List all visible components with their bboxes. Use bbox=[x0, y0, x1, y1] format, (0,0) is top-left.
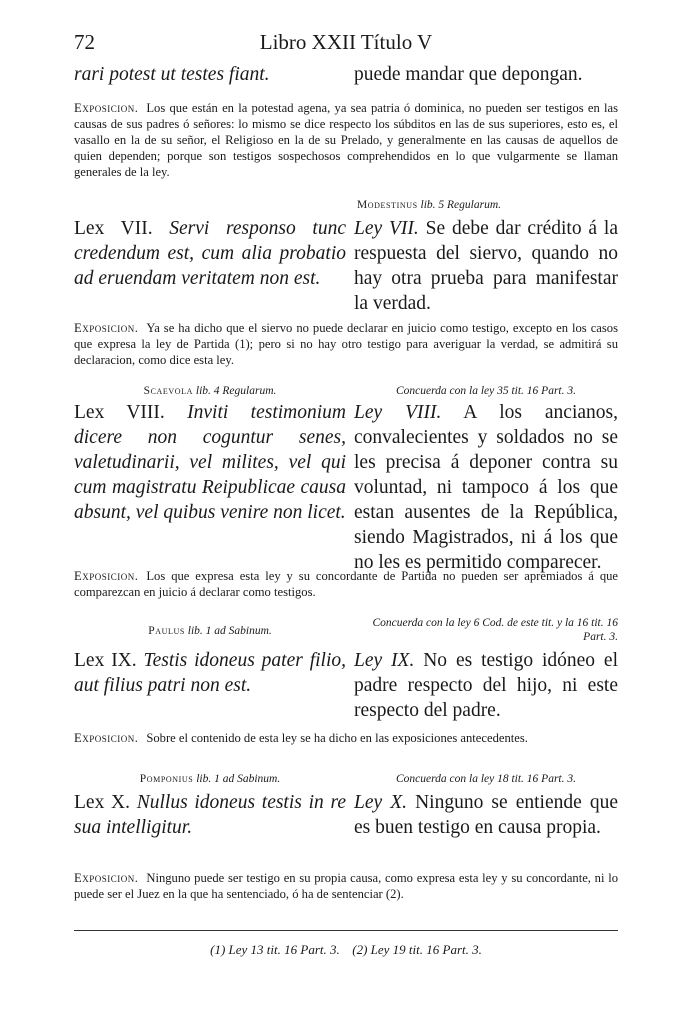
page-header bbox=[74, 30, 618, 56]
exposition-1 bbox=[74, 100, 618, 180]
law-7-latin bbox=[74, 216, 346, 316]
exposition-4 bbox=[74, 730, 618, 746]
law-9-sources bbox=[74, 616, 618, 644]
lex-label: Lex VIII. bbox=[74, 402, 165, 423]
exposition-label: Exposicion. bbox=[74, 569, 139, 583]
law-9-source-left bbox=[74, 616, 346, 644]
law-10-latin bbox=[74, 790, 346, 840]
source-work: lib. 1 ad Sabinum. bbox=[196, 773, 281, 785]
law-7-source bbox=[240, 198, 618, 212]
running-title: Libro XXII Título V bbox=[259, 30, 433, 54]
exposition-text: Ya se ha dicho que el siervo no puede declarar en juicio como testigo, excepto en los casos que expresa la ley de Partida (1); pero si no hay otro testigo para averiguar la verdad, se admitirá su declaracion, como dice esta ley. bbox=[74, 321, 618, 367]
law-10-sources bbox=[74, 772, 618, 786]
law-8 bbox=[74, 400, 618, 575]
exposition-text: Sobre el contenido de esta ley se ha dicho en las exposiciones antecedentes. bbox=[146, 731, 528, 745]
law-8-source-left bbox=[74, 384, 346, 398]
exposition-text: Los que expresa esta ley y su concordante de Partida no pueden ser apremiados á que comparezcan en juicio á declarar como testigos. bbox=[74, 569, 618, 599]
lex-label: Lex X. bbox=[74, 792, 130, 813]
exposition-text: Ninguno puede ser testigo en su propia causa, como expresa esta ley y su concordante, ni lo puede ser el Juez en la que ha sentenciado, ó ha de sentenciar (2). bbox=[74, 871, 618, 901]
exposition-label: Exposicion. bbox=[74, 101, 139, 115]
footnote-1: (1) Ley 13 tit. 16 Part. 3. bbox=[210, 942, 340, 957]
law-10 bbox=[74, 790, 618, 840]
ley-label: Ley VIII. bbox=[354, 402, 442, 423]
ley-text: A los ancianos, convalecientes y soldados no se les precisa á deponer contra su voluntad, ni tampoco á los que estan ausentes de la República, siendo Magistrados, ni á los que no les es permitido comparecer. bbox=[354, 402, 618, 573]
law-10-source-left bbox=[74, 772, 346, 786]
source-work: lib. 4 Regularum. bbox=[195, 385, 277, 397]
footnote-2: (2) Ley 19 tit. 16 Part. 3. bbox=[352, 942, 482, 957]
source-work: lib. 1 ad Sabinum. bbox=[187, 625, 272, 637]
source-work: lib. 5 Regularum. bbox=[420, 199, 502, 211]
exposition-2 bbox=[74, 320, 618, 368]
law-8-spanish bbox=[354, 400, 618, 575]
law-7-spanish bbox=[354, 216, 618, 316]
law-8-concordance: Concuerda con la ley 35 tit. 16 Part. 3. bbox=[395, 385, 577, 397]
exposition-label: Exposicion. bbox=[74, 321, 139, 335]
source-author: Pomponius bbox=[139, 773, 194, 785]
law-10-concordance: Concuerda con la ley 18 tit. 16 Part. 3. bbox=[395, 773, 577, 785]
source-author: Paulus bbox=[148, 625, 185, 637]
ley-label: Ley VII. bbox=[354, 218, 419, 239]
law-9-concordance: Concuerda con la ley 6 Cod. de este tit. y la 16 tit. 16 Part. 3. bbox=[372, 617, 618, 643]
lex-text: Servi responso tunc credendum est, cum alia probatio ad eruendam veritatem non est. bbox=[74, 218, 346, 289]
law-8-sources bbox=[74, 384, 618, 398]
ley-label: Ley X. bbox=[354, 792, 408, 813]
continuation-row bbox=[74, 62, 618, 87]
ley-label: Ley IX. bbox=[354, 650, 415, 671]
law-9 bbox=[74, 648, 618, 723]
exposition-label: Exposicion. bbox=[74, 871, 139, 885]
exposition-5 bbox=[74, 870, 618, 902]
latin-continuation: rari potest ut testes fiant. bbox=[74, 64, 270, 85]
law-10-spanish bbox=[354, 790, 618, 840]
footnotes bbox=[74, 942, 618, 958]
lex-text: Nullus idoneus testis in re sua intelligitur. bbox=[74, 792, 346, 838]
exposition-3 bbox=[74, 568, 618, 600]
spanish-continuation: puede mandar que depongan. bbox=[354, 64, 583, 85]
ley-text: Se debe dar crédito á la respuesta del siervo, quando no hay otra prueba para manifestar la verdad. bbox=[354, 218, 619, 314]
ley-text: Ninguno se entiende que es buen testigo en causa propia. bbox=[354, 792, 618, 838]
source-author: Scaevola bbox=[143, 385, 194, 397]
law-7 bbox=[74, 216, 618, 316]
law-9-latin bbox=[74, 648, 346, 723]
exposition-label: Exposicion. bbox=[74, 731, 139, 745]
lex-label: Lex IX. bbox=[74, 650, 137, 671]
law-9-spanish bbox=[354, 648, 618, 723]
law-8-latin bbox=[74, 400, 346, 575]
ley-text: No es testigo idóneo el padre respecto del hijo, ni este respecto del padre. bbox=[354, 650, 618, 721]
lex-text: Testis idoneus pater filio, aut filius patri non est. bbox=[74, 650, 346, 696]
exposition-text: Los que están en la potestad agena, ya sea patria ó dominica, no pueden ser testigos en las causas de sus padres ó señores: lo mismo se dice respecto los súbditos en las de sus superiores, esto es, el vasallo en la de su señor, el Religioso en la de su Prelado, y generalmente en las causas de aquellos de quien dependen; porque son testigos sospechosos comprehendidos en lo que vulgarmente se llaman generales de la ley. bbox=[74, 101, 618, 179]
lex-label: Lex VII. bbox=[74, 218, 153, 239]
page-number: 72 bbox=[74, 30, 95, 54]
footnote-rule bbox=[74, 930, 618, 931]
source-author: Modestinus bbox=[356, 199, 418, 211]
lex-text: Inviti testimonium dicere non coguntur senes, valetudinarii, vel milites, vel qui cum magistratu Reipublicae causa absunt, vel quibus venire non licet. bbox=[74, 402, 347, 523]
